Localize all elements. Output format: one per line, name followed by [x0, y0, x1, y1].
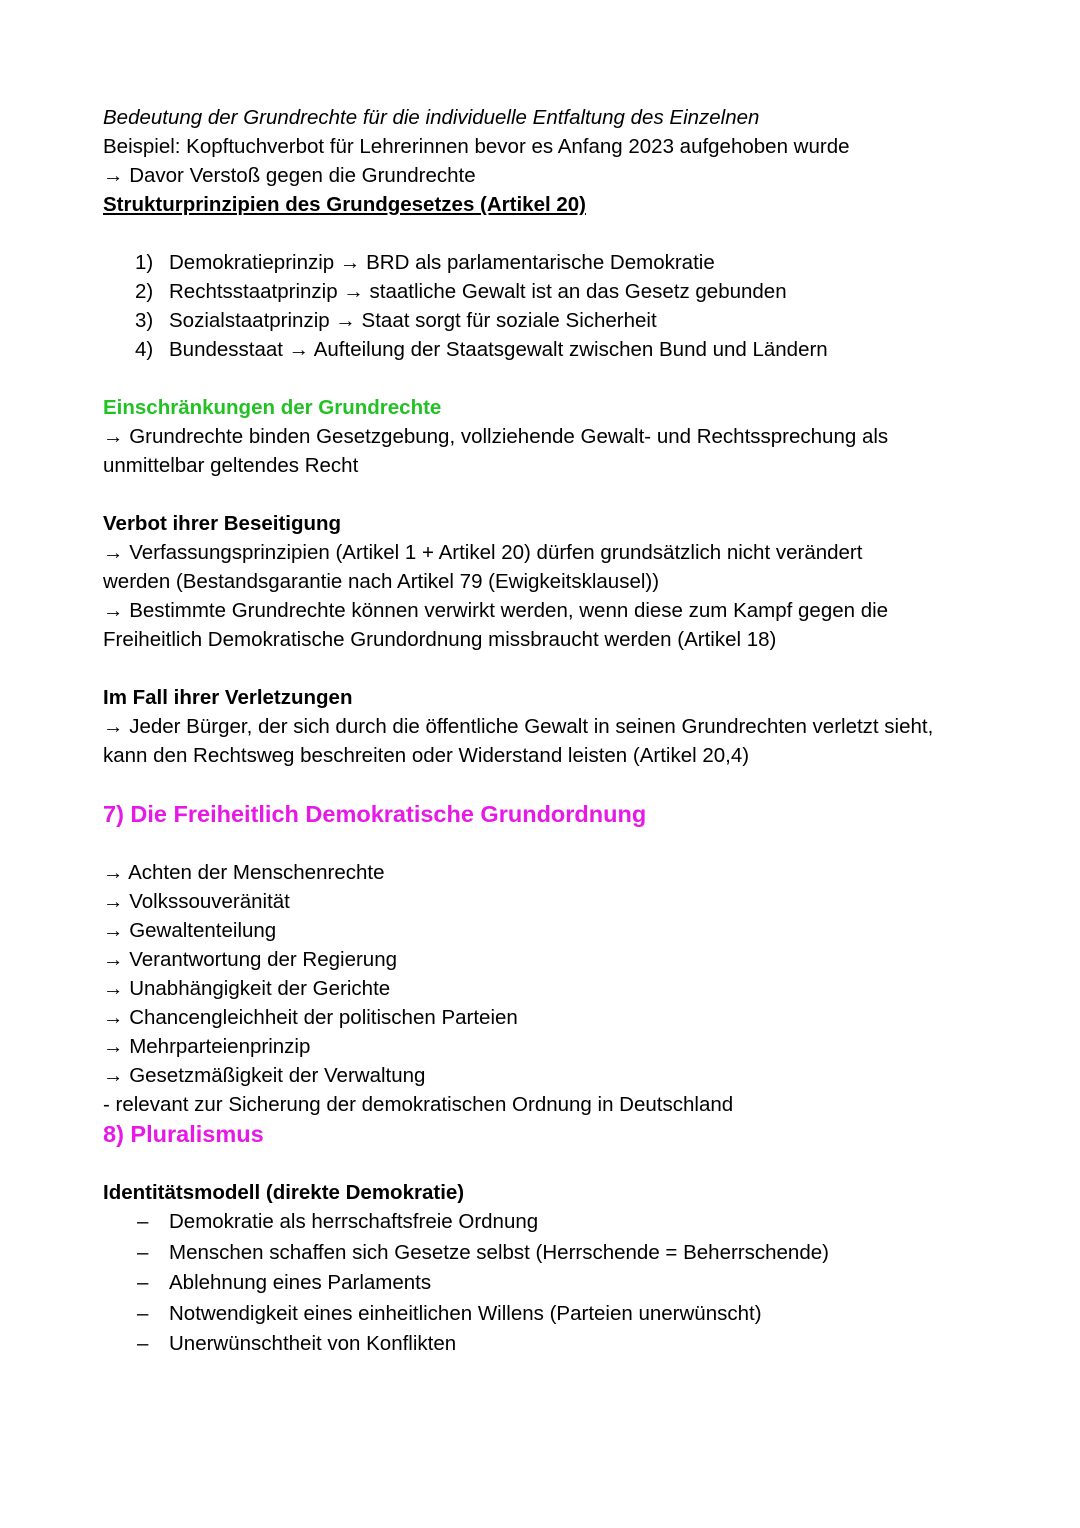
list-text: Unerwünschtheit von Konflikten	[169, 1332, 457, 1355]
dash-bullet: –	[137, 1332, 149, 1355]
model-title: Identitätsmodell (direkte Demokratie)	[103, 1181, 465, 1204]
list-number: 4)	[135, 338, 154, 361]
list-text: Demokratieprinzip → BRD als parlamentarische Demokratie	[169, 251, 715, 274]
verletzung-line: → Jeder Bürger, der sich durch die öffentliche Gewalt in seinen Grundrechten verletzt sieht,	[103, 715, 934, 738]
list-item	[103, 248, 1003, 277]
dash-bullet: –	[137, 1301, 149, 1325]
dash-bullet: –	[137, 1240, 149, 1264]
einschraenkungen-line: → Grundrechte binden Gesetzgebung, vollziehende Gewalt- und Rechtssprechung als	[103, 425, 889, 448]
list-number: 3)	[135, 309, 154, 332]
fdgo-note: - relevant zur Sicherung der demokratischen Ordnung in Deutschland	[103, 1093, 734, 1116]
dash-bullet: –	[137, 1271, 149, 1294]
dash-bullet: –	[137, 1210, 149, 1233]
document-page	[103, 103, 1003, 1360]
spacer	[103, 480, 1003, 509]
list-text: Ablehnung eines Parlaments	[169, 1271, 432, 1294]
fdgo-item: → Unabhängigkeit der Gerichte	[103, 977, 391, 1000]
verbot-line: werden (Bestandsgarantie nach Artikel 79 (Ewigkeitsklausel))	[103, 570, 660, 593]
verbot-line: Freiheitlich Demokratische Grundordnung missbraucht werden (Artikel 18)	[103, 628, 777, 651]
list-text: Demokratie als herrschaftsfreie Ordnung	[169, 1210, 539, 1233]
verletzung-line: kann den Rechtsweg beschreiten oder Widerstand leisten (Artikel 20,4)	[103, 744, 750, 767]
intro-note: → Davor Verstoß gegen die Grundrechte	[103, 164, 476, 187]
list-item	[103, 1299, 1003, 1330]
verbot-line: → Bestimmte Grundrechte können verwirkt werden, wenn diese zum Kampf gegen die	[103, 599, 889, 622]
fdgo-item: → Verantwortung der Regierung	[103, 948, 398, 971]
intro-heading: Bedeutung der Grundrechte für die individuelle Entfaltung des Einzelnen	[103, 106, 760, 129]
list-number: 1)	[135, 251, 154, 274]
fdgo-item: → Gesetzmäßigkeit der Verwaltung	[103, 1064, 426, 1087]
verbot-line: → Verfassungsprinzipien (Artikel 1 + Artikel 20) dürfen grundsätzlich nicht verändert	[103, 541, 863, 564]
spacer	[103, 829, 1003, 858]
spacer	[103, 654, 1003, 683]
list-text: Menschen schaffen sich Gesetze selbst (Herrschende = Beherrschende)	[169, 1240, 829, 1264]
einschraenkungen-line: unmittelbar geltendes Recht	[103, 454, 359, 477]
verletzung-title: Im Fall ihrer Verletzungen	[103, 686, 353, 709]
list-item	[103, 1329, 1003, 1360]
list-item	[103, 277, 1003, 306]
list-text: Bundesstaat → Aufteilung der Staatsgewalt zwischen Bund und Ländern	[169, 338, 828, 361]
fdgo-item: → Gewaltenteilung	[103, 919, 277, 942]
intro-example: Beispiel: Kopftuchverbot für Lehrerinnen bevor es Anfang 2023 aufgehoben wurde	[103, 135, 850, 158]
identitaet-list	[103, 1207, 1003, 1360]
list-number: 2)	[135, 280, 154, 303]
list-item	[103, 1238, 1003, 1269]
spacer	[103, 770, 1003, 799]
struktur-title: Strukturprinzipien des Grundgesetzes (Artikel 20)	[103, 193, 586, 216]
fdgo-item: → Achten der Menschenrechte	[103, 861, 385, 884]
list-item	[103, 306, 1003, 335]
pluralismus-title: 8) Pluralismus	[103, 1121, 264, 1147]
struktur-list	[103, 248, 1003, 364]
fdgo-item: → Chancengleichheit der politischen Parteien	[103, 1006, 518, 1029]
einschraenkungen-title: Einschränkungen der Grundrechte	[103, 396, 442, 419]
list-item	[103, 1268, 1003, 1299]
verbot-title: Verbot ihrer Beseitigung	[103, 512, 342, 535]
list-text: Sozialstaatprinzip → Staat sorgt für soziale Sicherheit	[169, 309, 657, 332]
fdgo-title: 7) Die Freiheitlich Demokratische Grundordnung	[103, 801, 647, 827]
spacer	[103, 1149, 1003, 1178]
fdgo-item: → Mehrparteienprinzip	[103, 1035, 311, 1058]
list-text: Notwendigkeit eines einheitlichen Willens (Parteien unerwünscht)	[169, 1301, 762, 1325]
list-item	[103, 335, 1003, 364]
spacer	[103, 364, 1003, 393]
spacer	[103, 219, 1003, 248]
list-text: Rechtsstaatprinzip → staatliche Gewalt ist an das Gesetz gebunden	[169, 280, 787, 303]
list-item	[103, 1207, 1003, 1238]
fdgo-item: → Volkssouveränität	[103, 890, 290, 913]
